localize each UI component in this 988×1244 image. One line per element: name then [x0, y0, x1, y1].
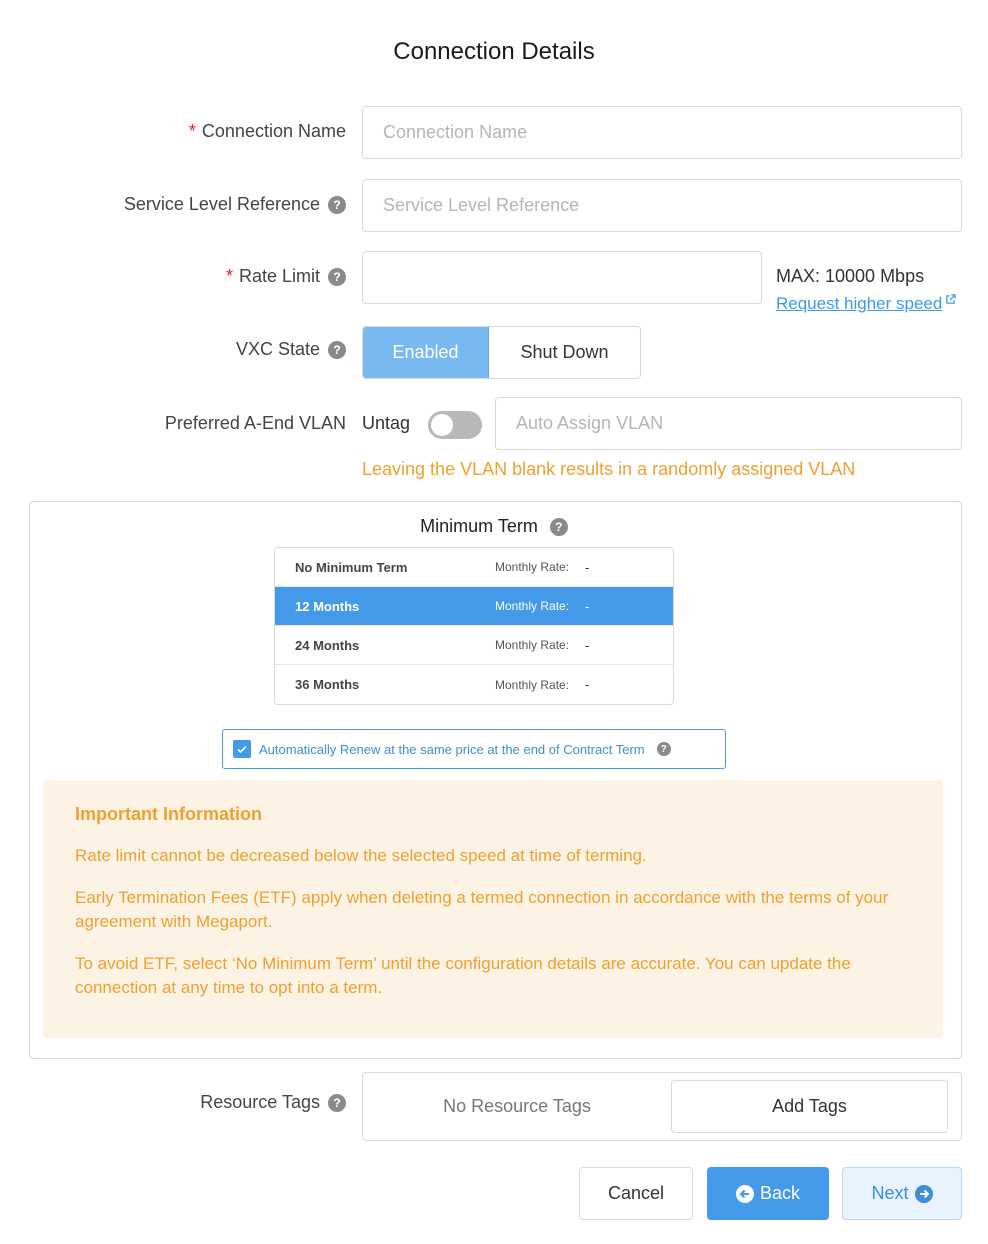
info-paragraph: Early Termination Fees (ETF) apply when deleting a termed connection in accordance with the terms of your agreement with Megaport.: [75, 888, 889, 931]
term-option-36-months[interactable]: [275, 665, 673, 704]
auto-renew-option[interactable]: [222, 729, 726, 769]
vxc-state-toggle: [362, 326, 641, 379]
rate-label: Monthly Rate:: [495, 677, 570, 692]
rate-limit-input[interactable]: [362, 251, 762, 304]
vlan-input[interactable]: Auto Assign VLAN: [495, 397, 962, 450]
add-tags-button[interactable]: Add Tags: [671, 1080, 948, 1133]
connection-name-label-text: Connection Name: [201, 121, 346, 141]
untag-switch[interactable]: [428, 411, 482, 439]
help-icon[interactable]: ?: [328, 196, 346, 214]
enabled-button[interactable]: Enabled: [363, 327, 489, 378]
term-name: 12 Months: [295, 598, 360, 614]
vlan-label-text: Preferred A-End VLAN: [164, 413, 346, 433]
arrow-left-icon: [736, 1185, 754, 1203]
rate-limit-label: [226, 266, 346, 287]
request-higher-speed-link[interactable]: [776, 294, 956, 314]
vlan-label: [165, 413, 346, 434]
next-label: Next: [871, 1183, 909, 1203]
term-option-12-months[interactable]: [275, 587, 673, 626]
auto-renew-checkbox[interactable]: [233, 740, 251, 758]
info-paragraph: Rate limit cannot be decreased below the selected speed at time of terming.: [75, 846, 647, 865]
info-paragraph: To avoid ETF, select ‘No Minimum Term’ until the configuration details are accurate. You can update the connection at any time to opt into a term.: [75, 954, 851, 997]
required-marker: *: [188, 121, 196, 141]
rate-value: -: [585, 677, 590, 692]
help-icon[interactable]: ?: [328, 341, 346, 359]
minimum-term-title: [0, 516, 988, 537]
next-button[interactable]: [842, 1167, 962, 1220]
vlan-warning: Leaving the VLAN blank results in a randomly assigned VLAN: [362, 459, 856, 479]
no-resource-tags-text: No Resource Tags: [443, 1096, 591, 1116]
back-label: Back: [759, 1183, 801, 1203]
rate-value: -: [585, 637, 590, 653]
important-information: [43, 780, 943, 1038]
check-icon: [236, 743, 248, 755]
term-option-no-minimum[interactable]: [275, 548, 673, 587]
help-icon[interactable]: ?: [550, 518, 568, 536]
term-options-list: [274, 547, 674, 705]
auto-renew-label: Automatically Renew at the same price at the end of Contract Term: [259, 741, 645, 757]
help-icon[interactable]: ?: [328, 1094, 346, 1112]
page-title: Connection Details: [393, 38, 595, 65]
untag-label: Untag: [362, 413, 411, 433]
info-heading: Important Information: [75, 804, 262, 824]
shut-down-button[interactable]: Shut Down: [489, 327, 640, 378]
vxc-state-label: [236, 339, 346, 360]
minimum-term-title-text: Minimum Term: [420, 516, 538, 536]
rate-value: -: [585, 598, 590, 614]
cancel-label: Cancel: [607, 1183, 665, 1203]
back-button[interactable]: [707, 1167, 829, 1220]
service-level-label: [124, 194, 346, 215]
rate-limit-label-text: Rate Limit: [238, 266, 320, 286]
resource-tags-label-text: Resource Tags: [200, 1092, 320, 1112]
term-name: 36 Months: [295, 677, 360, 692]
rate-label: Monthly Rate:: [495, 599, 570, 613]
resource-tags-box: [362, 1072, 962, 1141]
term-name: No Minimum Term: [295, 559, 408, 575]
switch-knob: [431, 414, 453, 436]
term-name: 24 Months: [295, 637, 360, 653]
external-link-icon: [945, 294, 956, 305]
service-level-input[interactable]: Service Level Reference: [362, 179, 962, 232]
help-icon[interactable]: ?: [657, 742, 671, 756]
help-icon[interactable]: ?: [328, 268, 346, 286]
vxc-state-label-text: VXC State: [235, 339, 320, 359]
service-level-label-text: Service Level Reference: [123, 194, 320, 214]
rate-label: Monthly Rate:: [495, 638, 570, 652]
connection-name-input[interactable]: Connection Name: [362, 106, 962, 159]
rate-value: -: [585, 559, 590, 575]
term-option-24-months[interactable]: [275, 626, 673, 665]
cancel-button[interactable]: [579, 1167, 693, 1220]
request-higher-speed-text[interactable]: Request higher speed: [776, 294, 943, 313]
resource-tags-label: [200, 1092, 346, 1113]
arrow-right-icon: [915, 1185, 933, 1203]
connection-name-label: [189, 121, 346, 142]
rate-label: Monthly Rate:: [495, 560, 570, 574]
required-marker: *: [225, 266, 233, 286]
max-speed-text: MAX: 10000 Mbps: [776, 266, 925, 286]
